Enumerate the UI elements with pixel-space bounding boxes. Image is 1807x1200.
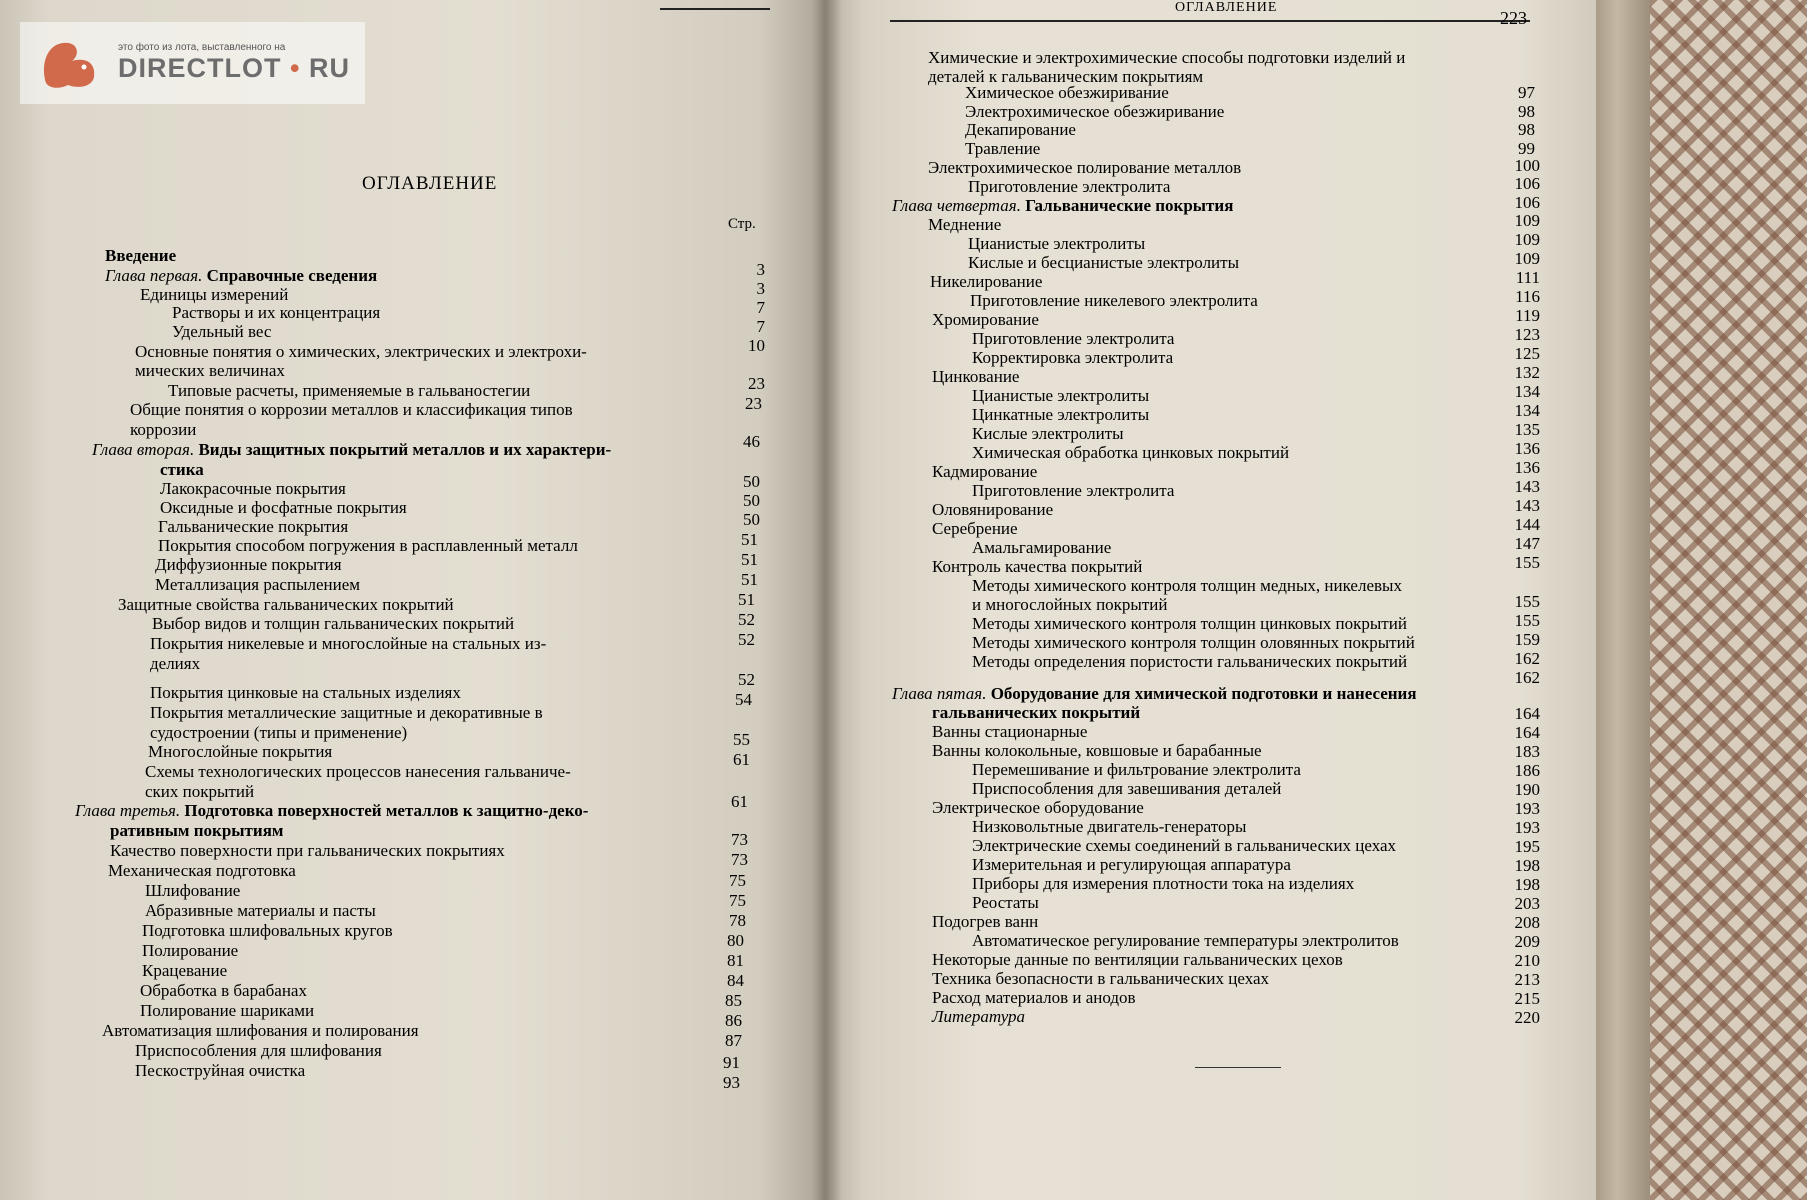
left-top-rule — [660, 8, 770, 10]
toc-entry-page: 193 — [1514, 818, 1540, 837]
toc-entry-page: 61 — [731, 792, 748, 811]
toc-entry-page: 93 — [723, 1073, 740, 1092]
page-title: ОГЛАВЛЕНИЕ — [362, 173, 498, 194]
toc-entry-page: 51 — [738, 590, 755, 609]
toc-entry-text: Пескоструйная очистка — [135, 1061, 306, 1080]
toc-entry-page: 23 — [745, 394, 762, 413]
toc-entry-page: 143 — [1514, 477, 1540, 496]
toc-entry-text: Электрические схемы соединений в гальванических цехах — [972, 836, 1397, 855]
toc-entry-text-cont: и многослойных покрытий — [972, 595, 1168, 614]
toc-entry-page: 132 — [1514, 363, 1540, 382]
toc-entry-text: Электрохимическое обезжиривание — [965, 102, 1225, 121]
toc-entry-text: Электрическое оборудование — [932, 798, 1144, 817]
toc-entry-page: 155 — [1514, 592, 1540, 611]
toc-entry-page: 50 — [743, 472, 760, 491]
toc-entry-text: Растворы и их концентрация — [172, 303, 381, 322]
toc-entry-text: Химические и электрохимические способы подготовки изделий и — [928, 48, 1406, 67]
toc-entry-page: 80 — [727, 931, 744, 950]
toc-entry-page: 198 — [1514, 856, 1540, 875]
toc-entry-page: 51 — [741, 530, 758, 549]
toc-chapter-entry: Глава четвертая. Гальванические покрытия — [892, 196, 1234, 215]
toc-entry-page: 220 — [1514, 1008, 1540, 1027]
toc-entry-text: Качество поверхности при гальванических покрытиях — [110, 841, 505, 860]
toc-entry-text: Цинкатные электролиты — [972, 405, 1150, 424]
toc-entry-page: 106 — [1514, 174, 1540, 193]
toc-entry-text-cont: мических величинах — [135, 361, 285, 380]
toc-entry-page: 91 — [723, 1053, 740, 1072]
toc-entry-text: Приспособления для завешивания деталей — [972, 779, 1282, 798]
toc-entry-page: 54 — [735, 690, 752, 709]
toc-entry-text: Абразивные материалы и пасты — [145, 901, 376, 920]
book-cover-edge — [1595, 0, 1650, 1200]
toc-entry-page: 23 — [748, 374, 765, 393]
toc-chapter-entry: Глава вторая. Виды защитных покрытий металлов и их характери- — [92, 440, 612, 459]
toc-entry-text: Подогрев ванн — [932, 912, 1039, 931]
toc-entry-text: Приготовление электролита — [972, 329, 1175, 348]
toc-entry-text-cont: делиях — [150, 654, 201, 673]
toc-entry-text: Химическая обработка цинковых покрытий — [972, 443, 1290, 462]
toc-entry-page: 136 — [1514, 458, 1540, 477]
toc-entry-page: 215 — [1514, 989, 1540, 1008]
toc-entry-page: 143 — [1514, 496, 1540, 515]
toc-entry-text: Единицы измерений — [140, 285, 289, 304]
toc-entry-text: Хромирование — [932, 310, 1039, 329]
toc-entry-page: 78 — [729, 911, 746, 930]
toc-entry-text: Методы химического контроля толщин оловянных покрытий — [972, 633, 1415, 652]
toc-entry-page: 193 — [1514, 799, 1540, 818]
toc-entry-text: Декапирование — [965, 120, 1076, 139]
toc-entry-page: 213 — [1514, 970, 1540, 989]
toc-entry-page: 85 — [725, 991, 742, 1010]
toc-entry-page: 73 — [731, 830, 748, 849]
toc-entry-text: Техника безопасности в гальванических цехах — [932, 969, 1270, 988]
right-top-rule — [890, 20, 1530, 22]
toc-entry-text: Лакокрасочные покрытия — [160, 479, 346, 498]
toc-entry-page: 61 — [733, 750, 750, 769]
toc-entry-text: Кадмирование — [932, 462, 1038, 481]
toc-chapter-entry: Глава первая. Справочные сведения — [105, 266, 378, 285]
toc-entry-page: 159 — [1514, 630, 1540, 649]
toc-chapter-entry: Глава третья. Подготовка поверхностей металлов к защитно-деко- — [75, 801, 589, 820]
toc-entry-text-cont: стика — [160, 460, 204, 479]
toc-entry-text: Низковольтные двигатель-генераторы — [972, 817, 1247, 836]
toc-entry-text: Цианистые электролиты — [972, 386, 1150, 405]
toc-entry-text: Автоматизация шлифования и полирования — [102, 1021, 419, 1040]
toc-entry-page: 99 — [1518, 139, 1535, 158]
toc-entry-page: 109 — [1514, 211, 1540, 230]
toc-entry-page: 81 — [727, 951, 744, 970]
toc-entry-page: 3 — [756, 260, 765, 279]
toc-entry-page: 162 — [1514, 649, 1540, 668]
toc-entry-page: 10 — [748, 336, 765, 355]
toc-entry-text: Реостаты — [972, 893, 1039, 912]
toc-entry-page: 51 — [741, 550, 758, 569]
toc-entry-text: Ванны колокольные, ковшовые и барабанные — [932, 741, 1262, 760]
toc-entry-page: 3 — [756, 279, 765, 298]
toc-entry-page: 183 — [1514, 742, 1540, 761]
toc-entry-page: 209 — [1514, 932, 1540, 951]
end-rule — [1195, 1067, 1281, 1068]
toc-entry-text: Некоторые данные по вентиляции гальванических цехов — [932, 950, 1343, 969]
toc-entry-page: 55 — [733, 730, 750, 749]
toc-entry-page: 144 — [1514, 515, 1540, 534]
toc-entry-page: 190 — [1514, 780, 1540, 799]
toc-entry-page: 52 — [738, 630, 755, 649]
toc-entry-text-cont: ративным покрытиям — [110, 821, 284, 840]
toc-entry-text: Механическая подготовка — [108, 861, 296, 880]
toc-entry-text: Серебрение — [932, 519, 1018, 538]
toc-entry-text: Оловянирование — [932, 500, 1054, 519]
toc-entry-text: Цинкование — [932, 367, 1020, 386]
toc-entry-text: Никелирование — [930, 272, 1043, 291]
toc-entry-page: 186 — [1514, 761, 1540, 780]
toc-entry-text: Покрытия никелевые и многослойные на стальных из- — [150, 634, 547, 653]
toc-entry-page: 51 — [741, 570, 758, 589]
toc-entry-text: Приготовление электролита — [972, 481, 1175, 500]
toc-chapter-entry: Глава пятая. Оборудование для химической подготовки и нанесения — [892, 684, 1417, 703]
toc-entry-page: 97 — [1518, 83, 1535, 102]
toc-entry-text: Полирование шариками — [140, 1001, 315, 1020]
tablecloth-background — [1640, 0, 1807, 1200]
toc-entry-text: Шлифование — [145, 881, 241, 900]
toc-entry-text: Приборы для измерения плотности тока на изделиях — [972, 874, 1355, 893]
watermark-brand-dot: • — [290, 53, 301, 83]
toc-entry-page: 86 — [725, 1011, 742, 1030]
toc-entry-text: Электрохимическое полирование металлов — [928, 158, 1242, 177]
toc-entry-text: Методы определения пористости гальванических покрытий — [972, 652, 1408, 671]
toc-entry-text: Оксидные и фосфатные покрытия — [160, 498, 407, 517]
toc-entry-text: Химическое обезжиривание — [965, 83, 1169, 102]
toc-entry-text: Ванны стационарные — [932, 722, 1088, 741]
toc-entry-page: 147 — [1514, 534, 1540, 553]
toc-entry-page: 98 — [1518, 102, 1535, 121]
toc-entry-page: 109 — [1514, 249, 1540, 268]
toc-entry-text: Корректировка электролита — [972, 348, 1174, 367]
toc-entry-text: Приготовление электролита — [968, 177, 1171, 196]
toc-entry-text: Многослойные покрытия — [148, 742, 333, 761]
toc-entry-text: Диффузионные покрытия — [155, 555, 342, 574]
toc-entry-page: 98 — [1518, 120, 1535, 139]
toc-entry-text: Выбор видов и толщин гальванических покрытий — [152, 614, 515, 633]
toc-entry-text: Схемы технологических процессов нанесения гальваниче- — [145, 762, 571, 781]
toc-entry-text: Введение — [105, 246, 177, 265]
toc-entry-page: 52 — [738, 670, 755, 689]
toc-entry-page: 46 — [743, 432, 760, 451]
toc-entry-text: Перемешивание и фильтрование электролита — [972, 760, 1301, 779]
toc-entry-text-cont: ских покрытий — [145, 782, 255, 801]
toc-entry-page: 123 — [1514, 325, 1540, 344]
toc-entry-text: Кислые и бесцианистые электролиты — [968, 253, 1239, 272]
toc-entry-text: Измерительная и регулирующая аппаратура — [972, 855, 1291, 874]
watermark-brand-tld: RU — [308, 53, 350, 83]
toc-entry-page: 116 — [1515, 287, 1540, 306]
toc-entry-text: Кислые электролиты — [972, 424, 1124, 443]
page-column-label: Стр. — [728, 216, 756, 232]
toc-entry-page: 75 — [729, 871, 746, 890]
toc-entry-text: Покрытия цинковые на стальных изделиях — [150, 683, 461, 702]
toc-entry-text: Контроль качества покрытий — [932, 557, 1143, 576]
toc-entry-text: Методы химического контроля толщин медных, никелевых — [972, 576, 1402, 595]
page-number: 223 — [1500, 8, 1527, 28]
toc-entry-page: 134 — [1514, 382, 1540, 401]
toc-entry-page: 50 — [743, 510, 760, 529]
toc-entry-text: Автоматическое регулирование температуры электролитов — [972, 931, 1399, 950]
toc-entry-page: 84 — [727, 971, 744, 990]
toc-entry-text: Расход материалов и анодов — [932, 988, 1136, 1007]
toc-entry-text: Покрытия металлические защитные и декоративные в — [150, 703, 543, 722]
toc-entry-text: Цианистые электролиты — [968, 234, 1146, 253]
toc-entry-text: Гальванические покрытия — [158, 517, 349, 536]
toc-entry-page: 111 — [1515, 268, 1540, 287]
toc-entry-text: Защитные свойства гальванических покрытий — [118, 595, 454, 614]
toc-entry-page: 195 — [1514, 837, 1540, 856]
toc-entry-page: 52 — [738, 610, 755, 629]
toc-entry-text: Удельный вес — [172, 322, 272, 341]
toc-entry-page: 109 — [1514, 230, 1540, 249]
squirrel-logo-icon — [38, 33, 108, 93]
toc-entry-text: Методы химического контроля толщин цинковых покрытий — [972, 614, 1407, 633]
toc-entry-text: Типовые расчеты, применяемые в гальваностегии — [168, 381, 531, 400]
toc-entry-page: 136 — [1514, 439, 1540, 458]
toc-entry-page: 50 — [743, 491, 760, 510]
toc-entry-text: Обработка в барабанах — [140, 981, 307, 1000]
toc-entry-page: 73 — [731, 850, 748, 869]
toc-entry-text: Приготовление никелевого электролита — [970, 291, 1258, 310]
toc-entry-page: 210 — [1514, 951, 1540, 970]
toc-entry-text: Основные понятия о химических, электрических и электрохи- — [135, 342, 587, 361]
toc-entry-page: 87 — [725, 1031, 742, 1050]
watermark-caption: это фото из лота, выставленного на — [118, 42, 286, 53]
toc-entry-text: Металлизация распылением — [155, 575, 360, 594]
toc-entry-page: 7 — [756, 317, 765, 336]
toc-entry-page: 134 — [1514, 401, 1540, 420]
watermark-banner — [20, 22, 365, 104]
toc-entry-text: Общие понятия о коррозии металлов и классификация типов — [130, 400, 573, 419]
toc-entry-text-cont: судостроении (типы и применение) — [150, 723, 408, 742]
toc-entry-page: 75 — [729, 891, 746, 910]
toc-entry-text-cont: коррозии — [130, 420, 197, 439]
toc-entry-text: Меднение — [928, 215, 1002, 234]
toc-entry-page: 119 — [1515, 306, 1540, 325]
toc-entry-page: 125 — [1514, 344, 1540, 363]
toc-entry-text: Амальгамирование — [972, 538, 1112, 557]
toc-entry-page: 135 — [1514, 420, 1540, 439]
toc-entry-text-cont: деталей к гальваническим покрытиям — [928, 67, 1204, 86]
toc-entry-text: Подготовка шлифовальных кругов — [142, 921, 393, 940]
toc-entry-text: Полирование — [142, 941, 239, 960]
toc-entry-text: Крацевание — [142, 961, 228, 980]
toc-entry-text: Покрытия способом погружения в расплавленный металл — [158, 536, 578, 555]
toc-entry-page: 155 — [1514, 611, 1540, 630]
toc-entry-page: 155 — [1514, 553, 1540, 572]
toc-entry-page: 164 — [1514, 704, 1540, 723]
toc-entry-page: 198 — [1514, 875, 1540, 894]
running-head: ОГЛАВЛЕНИЕ — [1175, 0, 1278, 15]
toc-entry-page: 162 — [1514, 668, 1540, 687]
toc-entry-text: Приспособления для шлифования — [135, 1041, 382, 1060]
watermark-brand-main: DIRECTLOT — [118, 53, 282, 83]
toc-entry-page: 106 — [1514, 193, 1540, 212]
toc-entry-page: 7 — [756, 298, 765, 317]
toc-entry-page: 208 — [1514, 913, 1540, 932]
toc-entry-text-cont: гальванических покрытий — [932, 703, 1141, 722]
book-gutter — [812, 0, 842, 1200]
toc-entry-text: Литература — [932, 1007, 1026, 1026]
toc-entry-page: 203 — [1514, 894, 1540, 913]
toc-entry-text: Травление — [965, 139, 1041, 158]
toc-entry-page: 164 — [1514, 723, 1540, 742]
toc-entry-page: 100 — [1514, 156, 1540, 175]
